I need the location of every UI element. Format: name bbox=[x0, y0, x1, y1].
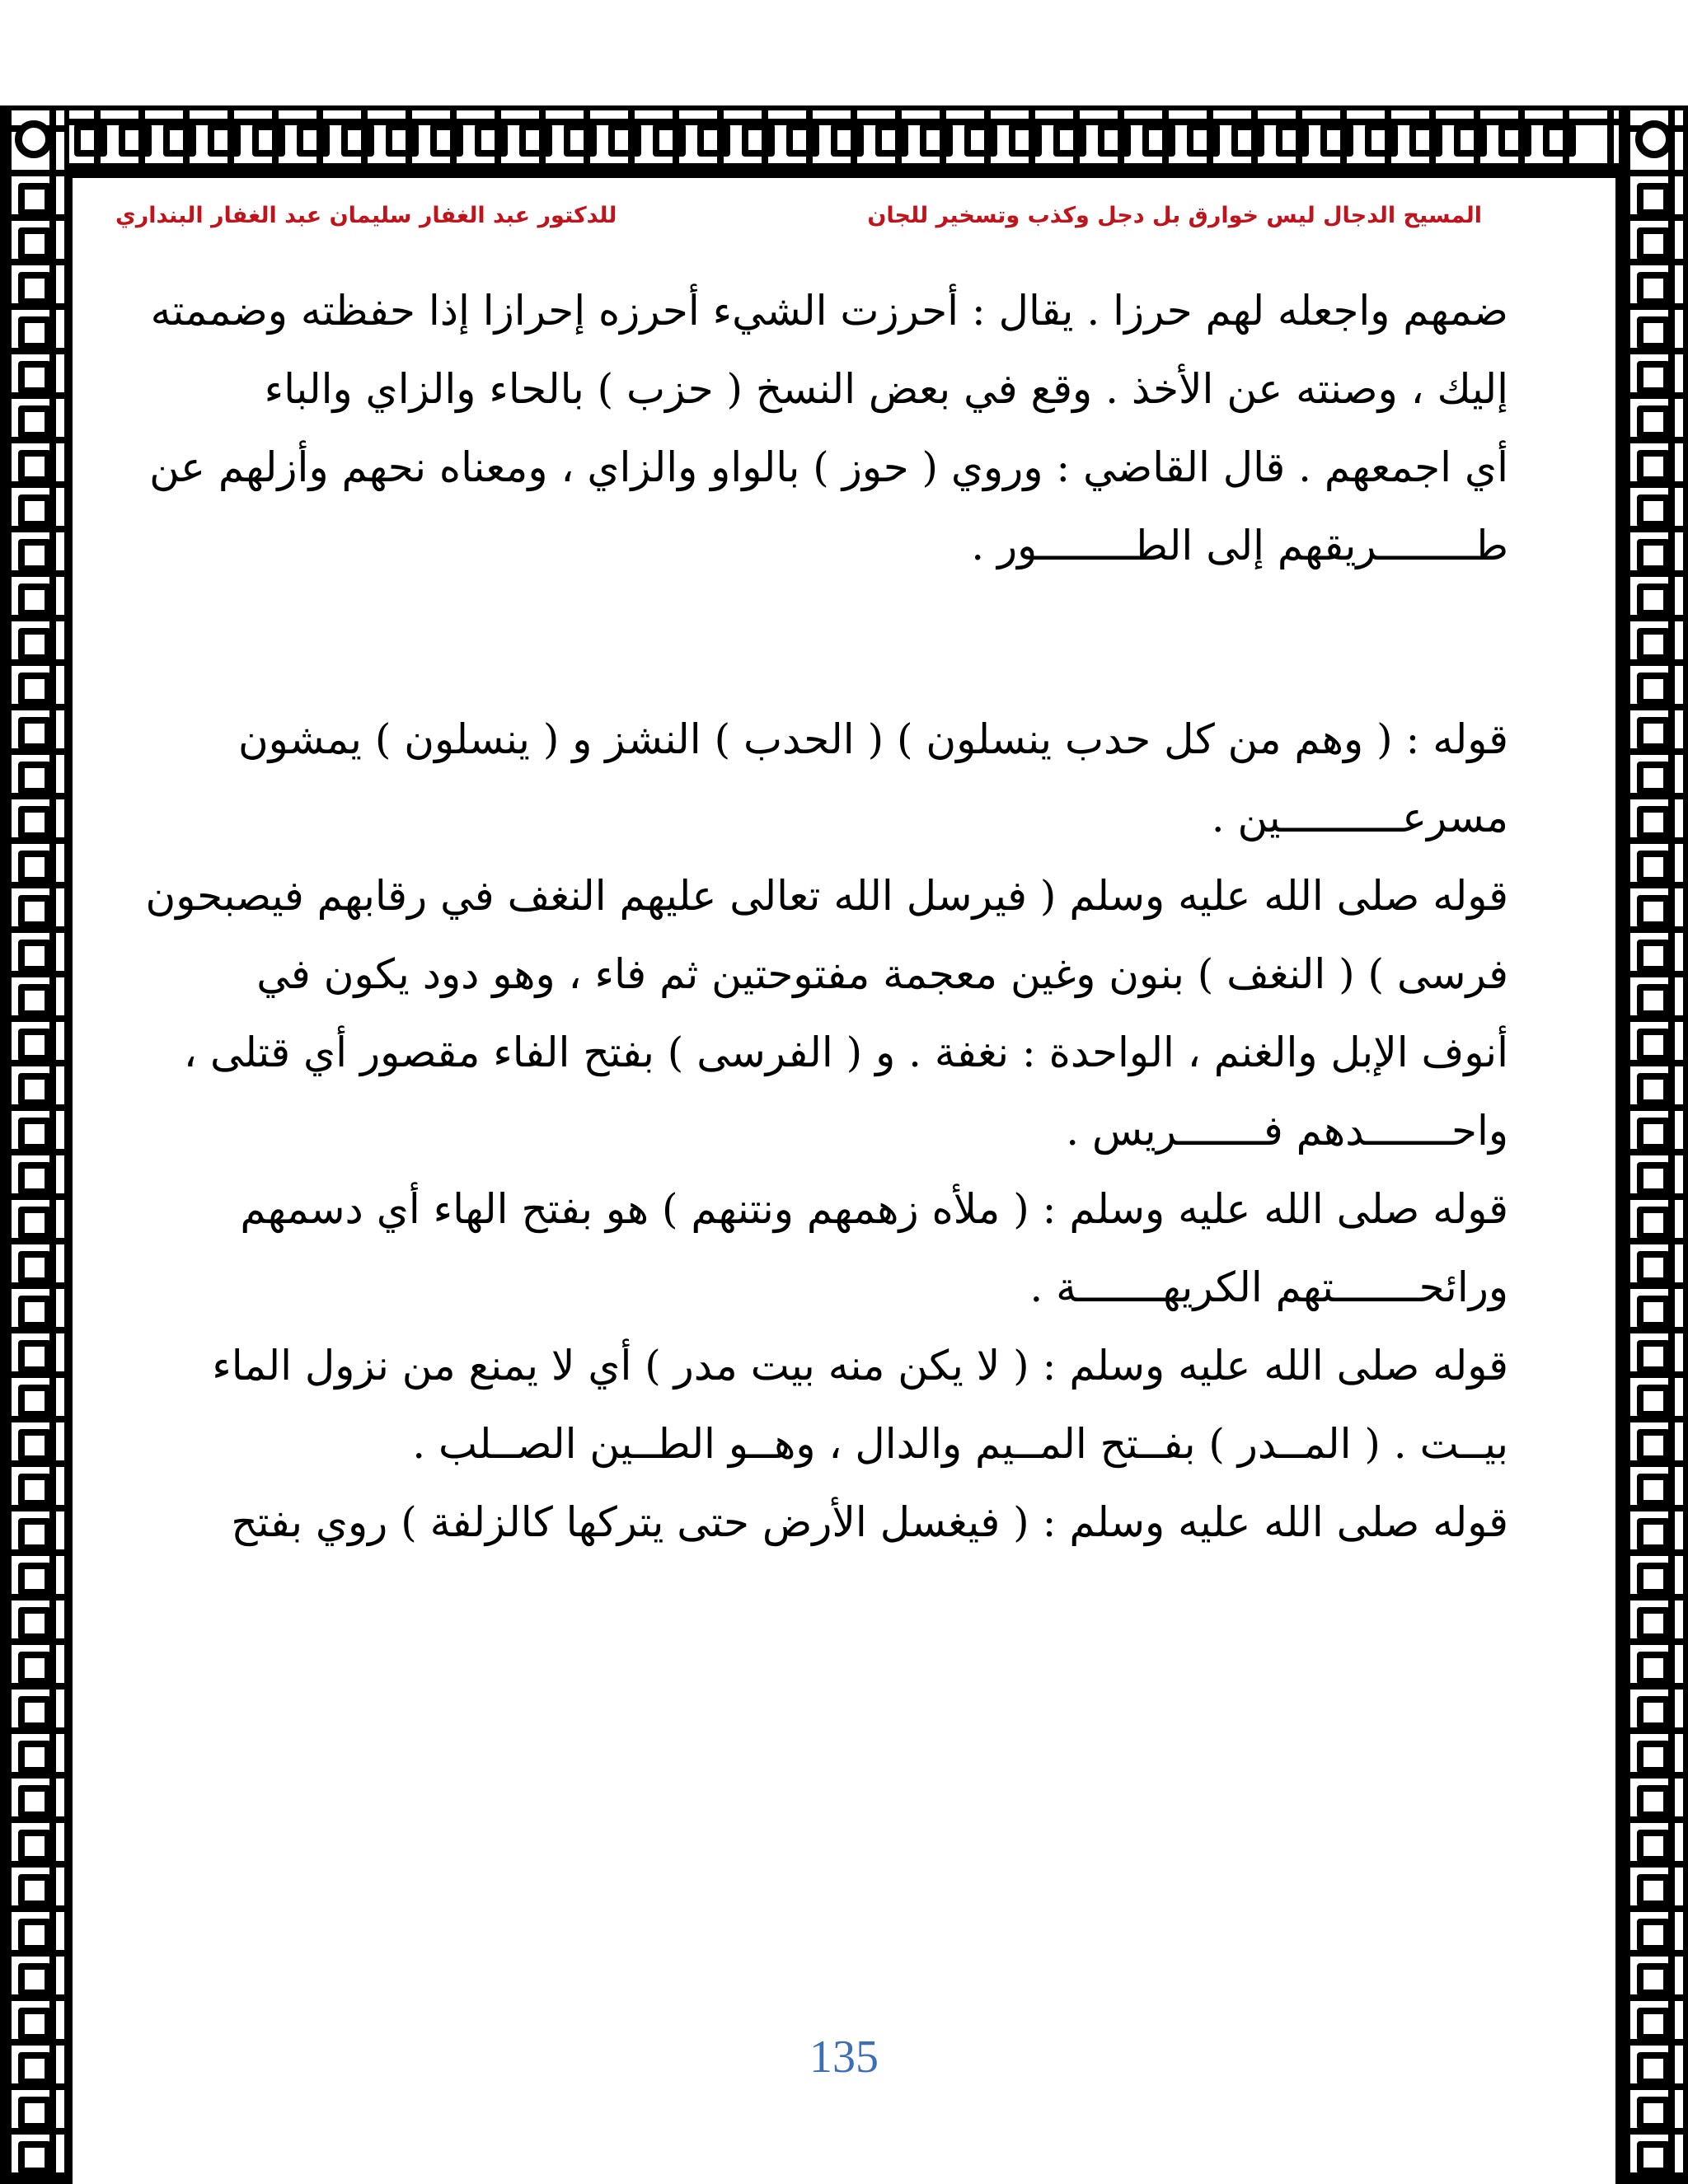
greek-key-ornament bbox=[1187, 124, 1220, 157]
greek-key-ornament bbox=[18, 1162, 51, 1195]
greek-key-ornament bbox=[1231, 124, 1264, 157]
text-line: قوله صلى الله عليه وسلم : ( فيغسل الأرض حتى يتركها كالزلفة ) روي بفتح bbox=[231, 1498, 1508, 1546]
text-line: طــــــــريقهم إلى الطــــــــور . bbox=[971, 522, 1508, 569]
paragraph bbox=[115, 701, 1508, 857]
greek-key-ornament bbox=[1637, 361, 1670, 394]
text-line: قوله : ( وهم من كل حدب ينسلون ) ( الحدب ) النشز و ( ينسلون ) يمشون bbox=[237, 715, 1508, 763]
greek-key-ornament bbox=[18, 1563, 51, 1596]
greek-key-ornament bbox=[18, 227, 51, 260]
greek-key-ornament bbox=[18, 1741, 51, 1774]
greek-key-ornament bbox=[18, 717, 51, 750]
greek-key-ornament bbox=[1009, 124, 1042, 157]
greek-key-ornament bbox=[1637, 851, 1670, 883]
greek-key-ornament bbox=[208, 124, 241, 157]
greek-key-ornament bbox=[18, 272, 51, 305]
greek-key-ornament bbox=[18, 361, 51, 394]
greek-key-ornament bbox=[1637, 1563, 1670, 1596]
page-body bbox=[115, 272, 1508, 1562]
greek-key-ornament bbox=[18, 940, 51, 972]
greek-key-ornament bbox=[18, 1919, 51, 1952]
greek-key-ornament bbox=[1637, 940, 1670, 972]
frame-inner-rule-top bbox=[69, 175, 1619, 178]
greek-key-ornament bbox=[1637, 895, 1670, 928]
greek-key-ornament bbox=[18, 1385, 51, 1418]
paragraph bbox=[115, 1327, 1508, 1483]
greek-key-ornament bbox=[18, 1474, 51, 1507]
greek-key-ornament bbox=[1320, 124, 1353, 157]
greek-key-ornament bbox=[519, 124, 552, 157]
greek-key-ornament bbox=[1637, 1118, 1670, 1151]
greek-key-ornament bbox=[1637, 450, 1670, 483]
greek-key-ornament bbox=[1637, 2097, 1670, 2130]
text-line: قوله صلى الله عليه وسلم ( فيرسل الله تعالى عليهم النغف في رقابهم فيصبحون bbox=[145, 872, 1508, 920]
paragraph bbox=[115, 1170, 1508, 1327]
greek-key-ornament bbox=[742, 124, 775, 157]
greek-key-ornament bbox=[18, 1607, 51, 1640]
greek-key-ornament bbox=[1637, 2052, 1670, 2085]
greek-key-ornament bbox=[18, 1073, 51, 1106]
greek-key-ornament bbox=[18, 1696, 51, 1729]
text-line: إليك ، وصنته عن الأخذ . وقع في بعض النسخ ( حزب ) بالحاء والزاي والباء bbox=[264, 365, 1508, 413]
greek-key-ornament bbox=[18, 1296, 51, 1329]
greek-key-ornament bbox=[18, 316, 51, 349]
greek-key-ornament bbox=[18, 1830, 51, 1863]
greek-key-ornament bbox=[252, 124, 285, 157]
text-line: قوله صلى الله عليه وسلم : ( ملأه زهمهم ونتنهم ) هو بفتح الهاء أي دسمهم bbox=[240, 1185, 1508, 1233]
text-line: بيــت . ( المــدر ) بفــتح المــيم والدال ، وهــو الطــين الصــلب . bbox=[412, 1420, 1508, 1468]
greek-key-ornament bbox=[1637, 272, 1670, 305]
greek-key-ornament bbox=[18, 183, 51, 216]
greek-key-ornament bbox=[1637, 316, 1670, 349]
greek-key-ornament bbox=[1637, 1385, 1670, 1418]
greek-key-ornament bbox=[1637, 405, 1670, 438]
greek-key-ornament bbox=[1409, 124, 1442, 157]
greek-key-ornament bbox=[831, 124, 864, 157]
text-line: مسرعــــــــــين . bbox=[1211, 794, 1508, 841]
greek-key-ornament bbox=[1637, 1785, 1670, 1818]
greek-key-ornament bbox=[18, 762, 51, 794]
greek-key-ornament bbox=[1637, 1474, 1670, 1507]
greek-key-ornament bbox=[1454, 124, 1487, 157]
greek-key-ornament bbox=[18, 1340, 51, 1373]
greek-key-ornament bbox=[163, 124, 196, 157]
greek-key-ornament bbox=[1637, 1874, 1670, 1907]
text-line: أي اجمعهم . قال القاضي : وروي ( حوز ) بالواو والزاي ، ومعناه نحهم وأزلهم عن bbox=[149, 443, 1508, 491]
greek-key-ornament bbox=[564, 124, 597, 157]
greek-key-ornament bbox=[1637, 673, 1670, 705]
running-header-author: للدكتور عبد الغفار سليمان عبد الغفار البنداري bbox=[115, 203, 617, 228]
greek-key-ornament bbox=[18, 2141, 51, 2174]
greek-key-ornament bbox=[18, 984, 51, 1017]
greek-key-ornament bbox=[1276, 124, 1309, 157]
text-line: أنوف الإبل والغنم ، الواحدة : نغفة . و ( الفرسى ) بفتح الفاء مقصور أي قتلى ، bbox=[183, 1029, 1508, 1076]
greek-key-ornament bbox=[964, 124, 997, 157]
greek-key-ornament bbox=[920, 124, 953, 157]
greek-key-ornament bbox=[1637, 717, 1670, 750]
greek-key-ornament bbox=[1637, 1296, 1670, 1329]
running-header-title: المسيح الدجال ليس خوارق بل دجل وكذب وتسخير للجان bbox=[867, 203, 1482, 228]
greek-key-ornament bbox=[1365, 124, 1398, 157]
greek-key-ornament bbox=[1498, 124, 1531, 157]
text-line: ضمهم واجعله لهم حرزا . يقال : أحرزت الشيء أحرزه إحرازا إذا حفظته وضممته bbox=[150, 287, 1508, 335]
text-line: واحـــــــدهم فـــــــريس . bbox=[1066, 1107, 1508, 1155]
page-number: 135 bbox=[809, 2032, 879, 2083]
greek-key-ornament bbox=[1637, 1073, 1670, 1106]
greek-key-ornament bbox=[18, 494, 51, 527]
greek-key-ornament bbox=[18, 539, 51, 572]
greek-key-ornament bbox=[1637, 1963, 1670, 1996]
greek-key-ornament bbox=[1637, 1607, 1670, 1640]
paragraph bbox=[115, 857, 1508, 1170]
greek-key-ornament bbox=[18, 1652, 51, 1685]
greek-key-ornament bbox=[18, 628, 51, 661]
greek-key-ornament bbox=[1637, 539, 1670, 572]
greek-key-ornament bbox=[18, 1963, 51, 1996]
greek-key-ornament bbox=[341, 124, 374, 157]
corner-ornament-left bbox=[15, 120, 53, 158]
greek-key-ornament bbox=[1142, 124, 1175, 157]
greek-key-ornament bbox=[18, 851, 51, 883]
greek-key-ornament bbox=[18, 1207, 51, 1240]
greek-key-ornament bbox=[18, 1785, 51, 1818]
paragraph bbox=[115, 1483, 1508, 1562]
greek-key-ornament bbox=[18, 405, 51, 438]
paragraph-gap bbox=[115, 585, 1508, 701]
frame-inner-rule-right bbox=[1615, 175, 1619, 2184]
greek-key-ornament bbox=[1098, 124, 1131, 157]
greek-key-ornament bbox=[1637, 1162, 1670, 1195]
greek-key-ornament bbox=[430, 124, 463, 157]
text-line: قوله صلى الله عليه وسلم : ( لا يكن منه بيت مدر ) أي لا يمنع من نزول الماء bbox=[212, 1342, 1508, 1390]
greek-key-ornament bbox=[18, 895, 51, 928]
greek-key-ornament bbox=[1637, 227, 1670, 260]
greek-key-ornament bbox=[1637, 494, 1670, 527]
greek-key-ornament bbox=[1053, 124, 1086, 157]
greek-key-ornament bbox=[697, 124, 730, 157]
greek-key-ornament bbox=[18, 806, 51, 839]
greek-key-ornament bbox=[18, 450, 51, 483]
greek-key-ornament bbox=[74, 124, 107, 157]
greek-key-ornament bbox=[18, 2052, 51, 2085]
greek-key-ornament bbox=[18, 1118, 51, 1151]
greek-key-ornament bbox=[1637, 2141, 1670, 2174]
greek-key-ornament bbox=[18, 1029, 51, 1062]
greek-key-ornament bbox=[18, 1518, 51, 1551]
greek-key-ornament bbox=[1637, 1029, 1670, 1062]
greek-key-ornament bbox=[786, 124, 819, 157]
greek-key-ornament bbox=[1637, 1207, 1670, 1240]
greek-key-ornament bbox=[297, 124, 330, 157]
greek-key-ornament bbox=[1637, 1340, 1670, 1373]
text-line: ورائحـــــــتهم الكريهـــــــة . bbox=[1029, 1263, 1508, 1311]
greek-key-ornament bbox=[1637, 1251, 1670, 1284]
greek-key-ornament bbox=[18, 2008, 51, 2041]
corner-ornament-right bbox=[1635, 120, 1673, 158]
greek-key-ornament bbox=[1637, 1919, 1670, 1952]
greek-key-ornament bbox=[386, 124, 419, 157]
greek-key-ornament bbox=[1637, 762, 1670, 794]
greek-key-ornament bbox=[1637, 183, 1670, 216]
greek-key-ornament bbox=[1637, 1696, 1670, 1729]
greek-key-ornament bbox=[1543, 124, 1576, 157]
greek-key-ornament bbox=[875, 124, 908, 157]
greek-key-ornament bbox=[18, 1874, 51, 1907]
greek-key-ornament bbox=[1637, 806, 1670, 839]
greek-key-ornament bbox=[18, 673, 51, 705]
paragraph bbox=[115, 272, 1508, 585]
frame-inner-rule-left bbox=[69, 175, 73, 2184]
greek-key-ornament bbox=[119, 124, 152, 157]
greek-key-ornament bbox=[18, 1251, 51, 1284]
greek-key-ornament bbox=[18, 2097, 51, 2130]
greek-key-ornament bbox=[1637, 1518, 1670, 1551]
greek-key-ornament bbox=[1637, 1830, 1670, 1863]
greek-key-ornament bbox=[608, 124, 641, 157]
greek-key-ornament bbox=[18, 583, 51, 616]
greek-key-ornament bbox=[1637, 1741, 1670, 1774]
greek-key-ornament bbox=[18, 1429, 51, 1462]
greek-key-ornament bbox=[1637, 1429, 1670, 1462]
greek-key-ornament bbox=[1637, 583, 1670, 616]
text-line: فرسى ) ( النغف ) بنون وغين معجمة مفتوحتين ثم فاء ، وهو دود يكون في bbox=[256, 950, 1508, 998]
greek-key-ornament bbox=[1637, 628, 1670, 661]
greek-key-ornament bbox=[653, 124, 686, 157]
greek-key-ornament bbox=[1637, 2008, 1670, 2041]
greek-key-ornament bbox=[1637, 984, 1670, 1017]
greek-key-ornament bbox=[1637, 1652, 1670, 1685]
greek-key-ornament bbox=[475, 124, 508, 157]
